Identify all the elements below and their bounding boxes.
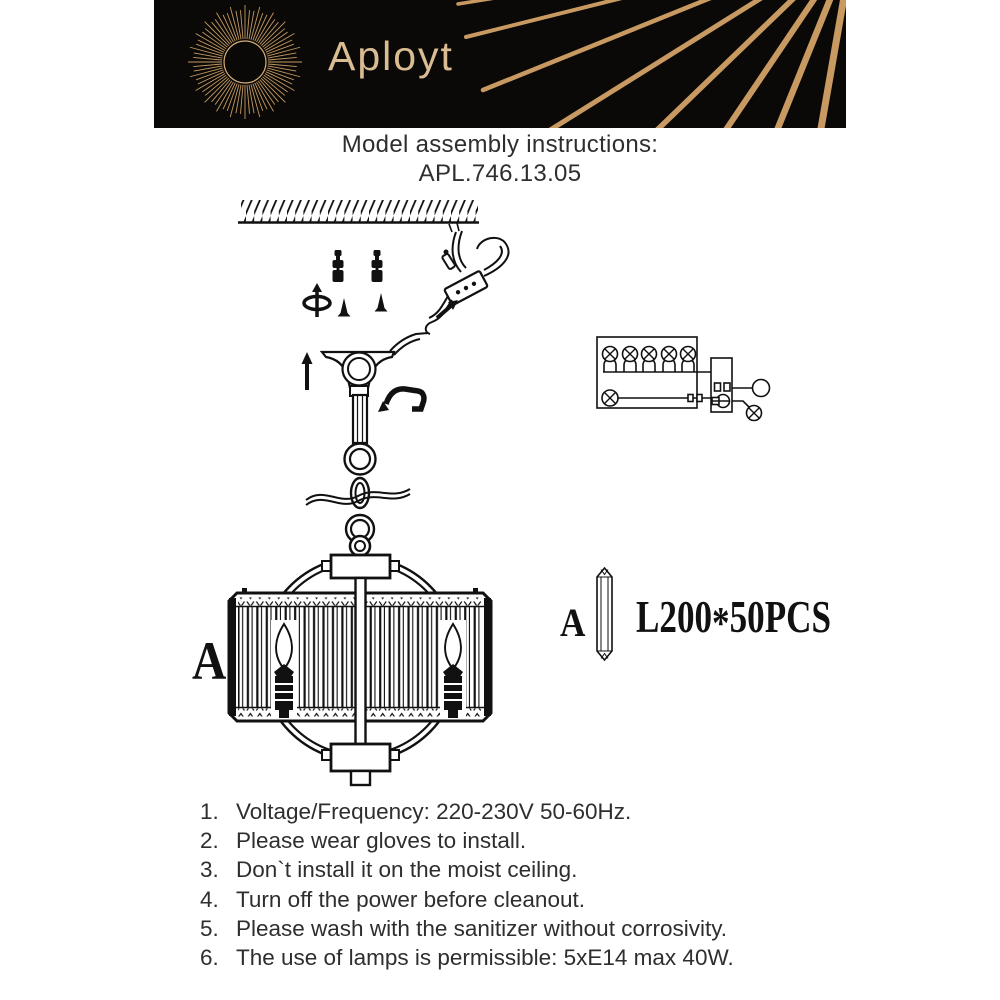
item-number: 2.: [200, 828, 219, 854]
brand-logo-text: Aployt: [328, 33, 454, 79]
up-arrow-icon: [302, 352, 313, 390]
page-title: Model assembly instructions:: [341, 131, 659, 158]
wiring-diagram: [597, 337, 770, 421]
list-item: [200, 799, 734, 828]
list-item: [200, 945, 734, 974]
item-number: 4.: [200, 886, 219, 912]
list-item: [200, 828, 734, 857]
wire-connector-drawing: [426, 223, 509, 334]
item-text: The use of lamps is permissible: 5xE14 max 40W.: [236, 944, 734, 970]
item-number: 1.: [200, 799, 219, 824]
legend-spec-length: L200: [636, 592, 713, 642]
canopy-drawing: [322, 333, 428, 396]
chandelier-drawing: [229, 536, 491, 785]
item-text: Turn off the power before cleanout.: [236, 886, 585, 912]
model-number: APL.746.13.05: [418, 160, 582, 187]
item-number: 5.: [200, 915, 219, 941]
list-item: [200, 887, 734, 916]
item-text: Voltage/Frequency: 220-230V 50-60Hz.: [236, 799, 632, 824]
legend-spec-count: 50PCS: [729, 592, 832, 642]
legend-spec-star: *: [712, 597, 730, 648]
item-number: 3.: [200, 857, 219, 883]
wall-anchor-icon: [333, 250, 383, 282]
legend-part-label: A: [560, 600, 586, 645]
list-item: [200, 857, 734, 886]
legend-spec: [636, 592, 832, 648]
ceiling-hatch: [238, 200, 479, 223]
rod-drawing: [353, 395, 367, 443]
rotation-arrow-icon: [304, 283, 330, 317]
item-text: Please wear gloves to install.: [236, 828, 527, 854]
screw-icon: [338, 293, 388, 317]
instructions-list: [200, 799, 734, 974]
item-number: 6.: [200, 944, 219, 970]
list-item: [200, 916, 734, 945]
crystal-rod-drawing: [597, 568, 612, 660]
part-label: A: [192, 631, 227, 691]
hook-icon: [378, 389, 424, 412]
item-text: Please wash with the sanitizer without corrosivity.: [236, 915, 728, 941]
item-text: Don`t install it on the moist ceiling.: [236, 857, 578, 883]
